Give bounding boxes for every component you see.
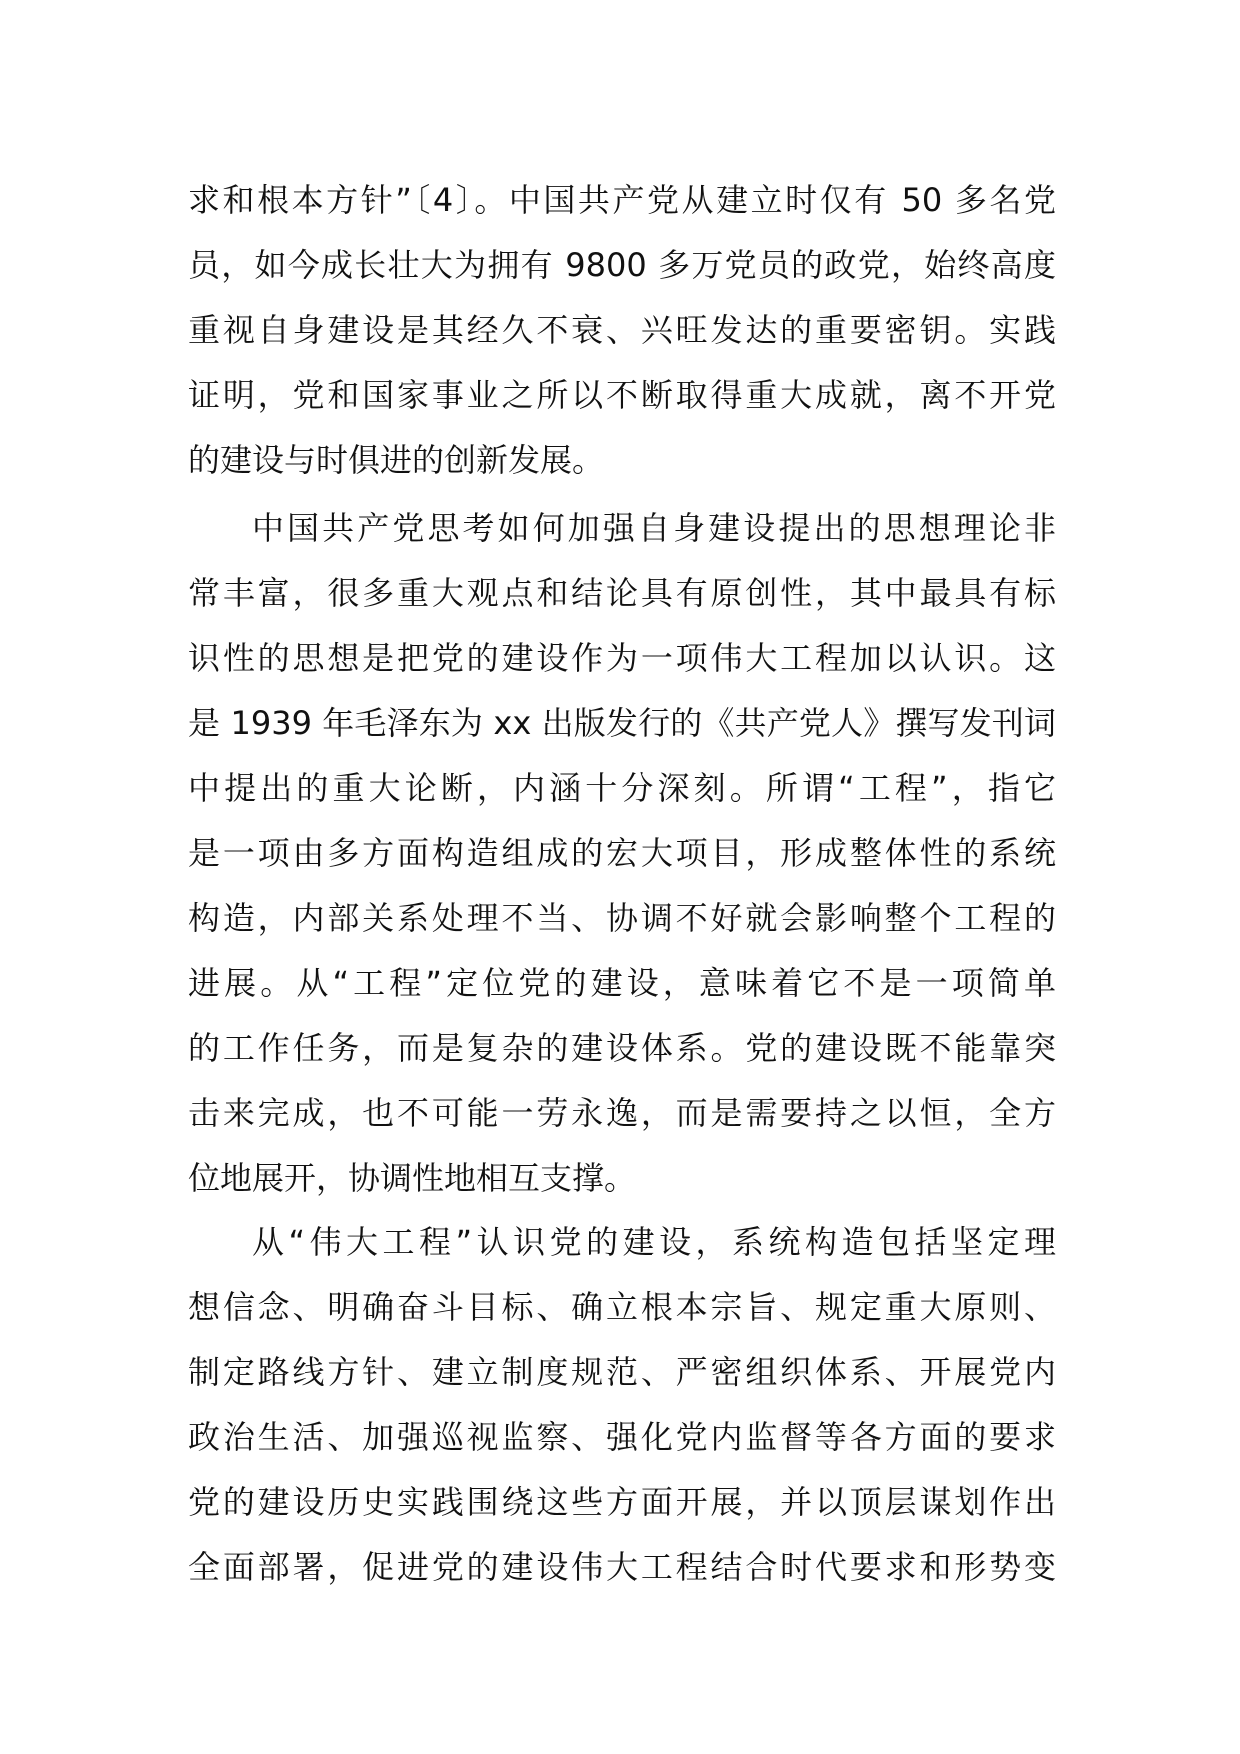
- text-line: 重视自身建设是其经久不衰、兴旺发达的重要密钥。实践: [188, 311, 1056, 349]
- text-line: 想信念、明确奋斗目标、确立根本宗旨、规定重大原则、: [188, 1288, 1056, 1326]
- text-line: 的工作任务，而是复杂的建设体系。党的建设既不能靠突: [188, 1029, 1056, 1067]
- paragraph-3: [188, 1210, 1056, 1600]
- text-line: 构造，内部关系处理不当、协调不好就会影响整个工程的: [188, 899, 1056, 937]
- text-line: 制定路线方针、建立制度规范、严密组织体系、开展党内: [188, 1353, 1056, 1391]
- text-line: 进展。从“工程”定位党的建设，意味着它不是一项简单: [188, 964, 1056, 1002]
- text-line: 员，如今成长壮大为拥有 9800 多万党员的政党，始终高度: [188, 246, 1056, 284]
- text-line: 中提出的重大论断，内涵十分深刻。所谓“工程”，指它: [188, 769, 1056, 807]
- text-line: 位地展开，协调性地相互支撑。: [188, 1159, 637, 1197]
- text-line: 的建设与时俱进的创新发展。: [188, 441, 605, 479]
- text-line: 党的建设历史实践围绕这些方面开展，并以顶层谋划作出: [188, 1483, 1056, 1521]
- paragraph-1: [188, 168, 1056, 493]
- text-line: 从“伟大工程”认识党的建设，系统构造包括坚定理: [252, 1223, 1056, 1261]
- paragraph-2: [188, 496, 1056, 1211]
- text-line: 政治生活、加强巡视监察、强化党内监督等各方面的要求: [188, 1418, 1056, 1456]
- text-line: 全面部署，促进党的建设伟大工程结合时代要求和形势变: [188, 1548, 1056, 1586]
- text-line: 求和根本方针”〔4〕。中国共产党从建立时仅有 50 多名党: [188, 181, 1056, 219]
- text-line: 中国共产党思考如何加强自身建设提出的思想理论非: [252, 509, 1056, 547]
- text-line: 证明，党和国家事业之所以不断取得重大成就，离不开党: [188, 376, 1056, 414]
- text-line: 是 1939 年毛泽东为 xx 出版发行的《共产党人》撰写发刊词: [188, 704, 1056, 742]
- text-line: 击来完成，也不可能一劳永逸，而是需要持之以恒，全方: [188, 1094, 1056, 1132]
- text-line: 常丰富，很多重大观点和结论具有原创性，其中最具有标: [188, 574, 1056, 612]
- text-line: 识性的思想是把党的建设作为一项伟大工程加以认识。这: [188, 639, 1056, 677]
- text-line: 是一项由多方面构造组成的宏大项目，形成整体性的系统: [188, 834, 1056, 872]
